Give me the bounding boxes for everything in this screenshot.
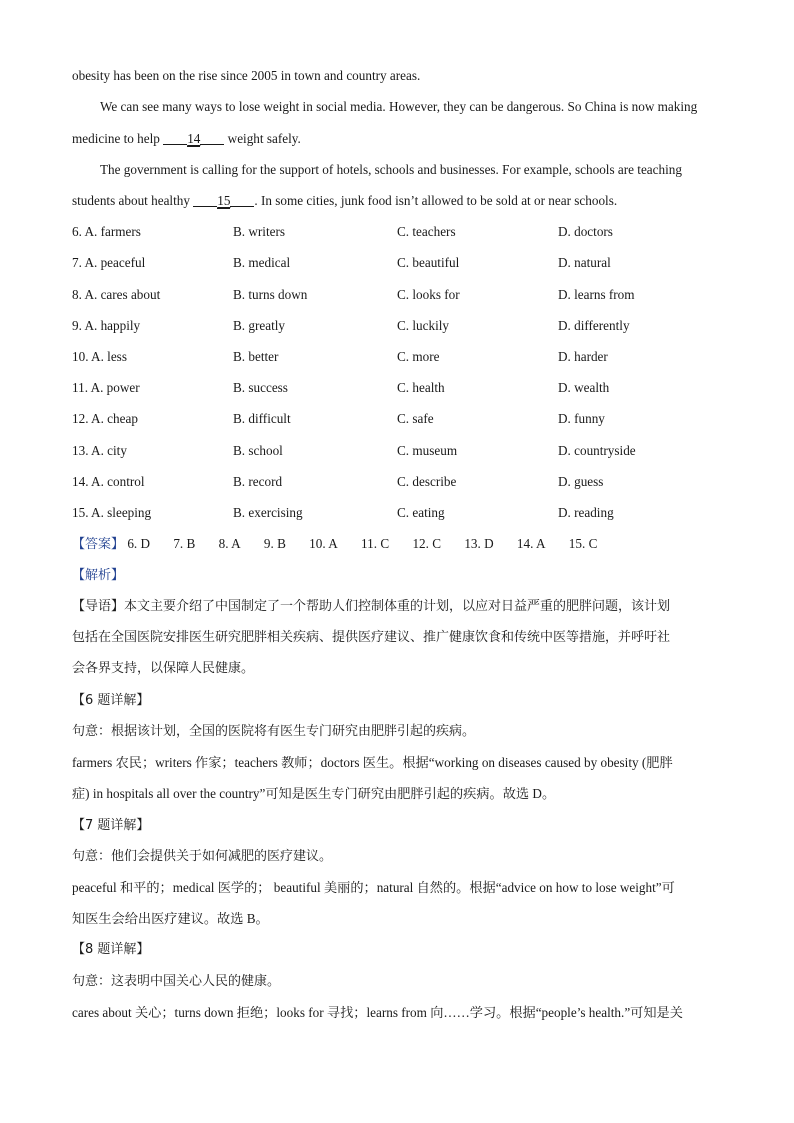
question-row	[72, 317, 732, 335]
answer-item: 11. C	[361, 536, 390, 551]
q6-explain: farmers 农民；writers 作家；teachers 教师；doctors 医生。根据“working on diseases caused by obesity (肥胖	[72, 755, 673, 770]
q8-title: 【8 题详解】	[72, 942, 150, 957]
option-c: C. luckily	[397, 318, 450, 333]
question-row	[72, 223, 732, 241]
answer-item: 7. B	[173, 536, 196, 551]
option-c: C. looks for	[397, 287, 460, 302]
option-a: 11. A. power	[72, 380, 140, 395]
answer-item: 6. D	[127, 536, 151, 551]
option-d: D. differently	[558, 318, 630, 333]
answer-item: 14. A	[516, 536, 546, 551]
guide-line: 会各界支持，以保障人民健康。	[72, 661, 255, 676]
q7-title: 【7 题详解】	[72, 818, 150, 833]
q7-explain: peaceful 和平的；medical 医学的； beautiful 美丽的；natural 自然的。根据“advice on how to lose weight”可	[72, 880, 675, 895]
answer-item: 13. D	[464, 536, 494, 551]
option-a: 14. A. control	[72, 474, 145, 489]
answer-item: 10. A	[309, 536, 338, 551]
question-row	[72, 379, 732, 397]
answer-item: 9. B	[263, 536, 286, 551]
option-c: C. beautiful	[397, 255, 460, 270]
option-b: B. exercising	[233, 505, 303, 520]
passage-text: medicine to help	[72, 131, 160, 146]
passage-line	[72, 192, 617, 210]
option-c: C. safe	[397, 411, 434, 426]
option-a: 12. A. cheap	[72, 411, 138, 426]
q6-meaning: 句意：根据该计划，全国的医院将有医生专门研究由肥胖引起的疾病。	[72, 724, 476, 739]
option-a: 10. A. less	[72, 349, 127, 364]
option-b: B. turns down	[233, 287, 308, 302]
option-d: D. guess	[558, 474, 604, 489]
answer-item: 15. C	[568, 536, 598, 551]
passage-line	[72, 130, 301, 148]
q6-explain: 症) in hospitals all over the country”可知是医生专门研究由肥胖引起的疾病。故选 D。	[72, 786, 556, 801]
option-a: 15. A. sleeping	[72, 505, 152, 520]
option-a: 7. A. peaceful	[72, 255, 146, 270]
option-c: C. museum	[397, 443, 458, 458]
blank-15: 15	[193, 192, 254, 210]
guide-line: 【导语】本文主要介绍了中国制定了一个帮助人们控制体重的计划，以应对日益严重的肥胖问题，该计划	[72, 599, 671, 614]
passage-text: weight safely.	[227, 131, 301, 146]
question-row	[72, 504, 732, 522]
passage-line: The government is calling for the support of hotels, schools and businesses. For example, schools are teaching	[100, 162, 682, 177]
option-d: D. reading	[558, 505, 614, 520]
q8-meaning: 句意：这表明中国关心人民的健康。	[72, 974, 281, 989]
option-b: B. medical	[233, 255, 291, 270]
passage-line: We can see many ways to lose weight in social media. However, they can be dangerous. So China is now making	[100, 99, 698, 114]
option-d: D. funny	[558, 411, 605, 426]
option-c: C. describe	[397, 474, 457, 489]
question-row	[72, 286, 732, 304]
option-b: B. school	[233, 443, 283, 458]
q8-explain: cares about 关心；turns down 拒绝；looks for 寻找；learns from 向……学习。根据“people’s health.”可知是关	[72, 1005, 683, 1020]
option-b: B. success	[233, 380, 288, 395]
option-c: C. eating	[397, 505, 445, 520]
q7-meaning: 句意：他们会提供关于如何减肥的医疗建议。	[72, 849, 333, 864]
answer-line	[72, 535, 617, 554]
q7-explain: 知医生会给出医疗建议。故选 B。	[72, 911, 269, 926]
option-b: B. record	[233, 474, 283, 489]
option-c: C. more	[397, 349, 440, 364]
option-d: D. harder	[558, 349, 608, 364]
q6-title: 【6 题详解】	[72, 693, 150, 708]
question-row	[72, 254, 732, 272]
answer-item: 12. C	[412, 536, 442, 551]
option-a: 6. A. farmers	[72, 224, 141, 239]
passage-text: students about healthy	[72, 193, 190, 208]
answer-label: 【答案】	[72, 537, 125, 552]
question-row	[72, 348, 732, 366]
option-a: 13. A. city	[72, 443, 127, 458]
option-d: D. doctors	[558, 224, 613, 239]
answer-item: 8. A	[218, 536, 241, 551]
option-c: C. health	[397, 380, 445, 395]
guide-line: 包括在全国医院安排医生研究肥胖相关疾病、提供医疗建议、推广健康饮食和传统中医等措施，并呼吁社	[72, 630, 671, 645]
option-d: D. wealth	[558, 380, 610, 395]
option-b: B. writers	[233, 224, 286, 239]
option-a: 8. A. cares about	[72, 287, 161, 302]
option-b: B. greatly	[233, 318, 286, 333]
option-a: 9. A. happily	[72, 318, 141, 333]
option-d: D. countryside	[558, 443, 636, 458]
question-row	[72, 442, 732, 460]
blank-14: 14	[163, 130, 224, 148]
passage-line: obesity has been on the rise since 2005 in town and country areas.	[72, 68, 421, 83]
question-row	[72, 410, 732, 428]
option-d: D. natural	[558, 255, 611, 270]
passage-text: . In some cities, junk food isn’t allowed to be sold at or near schools.	[254, 193, 618, 208]
option-d: D. learns from	[558, 287, 635, 302]
question-row	[72, 473, 732, 491]
option-c: C. teachers	[397, 224, 456, 239]
option-b: B. better	[233, 349, 279, 364]
option-b: B. difficult	[233, 411, 291, 426]
analysis-label: 【解析】	[72, 568, 125, 583]
